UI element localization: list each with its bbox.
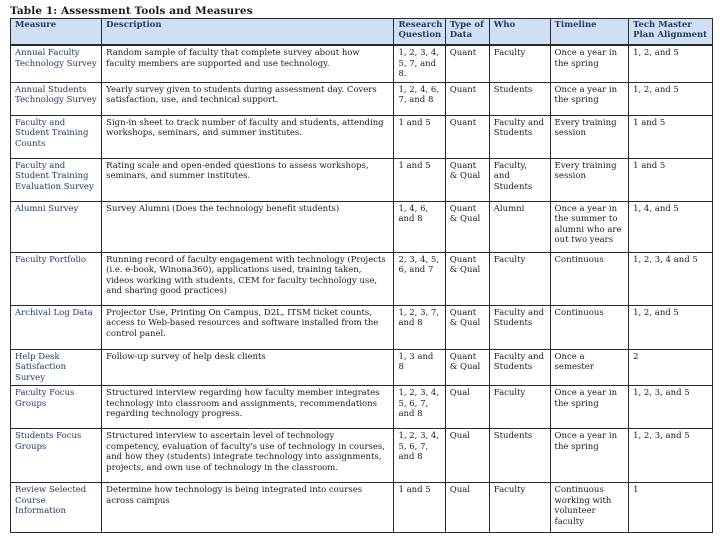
cell-description: Sign-in sheet to track number of faculty and students, attending workshops, seminars, and summer institutes.	[102, 115, 394, 158]
cell-measure: Archival Log Data	[11, 305, 102, 349]
cell-timeline: Once a year in the spring	[550, 429, 629, 483]
cell-research-question: 1, 2, 4, 6, 7, and 8	[394, 82, 445, 115]
cell-description: Running record of faculty engagement with technology (Projects (i.e. e-book, Winona360), applications used, training taken, videos working with students, CEM for faculty technology use, and sharing good practices)	[102, 252, 394, 305]
cell-who: Alumni	[489, 201, 550, 252]
cell-description: Structured interview regarding how faculty member integrates technology into classroom and assignments, recommendations regarding technology progress.	[102, 386, 394, 429]
header-row	[11, 19, 713, 46]
cell-who: Faculty	[489, 386, 550, 429]
cell-who: Faculty and Students	[489, 115, 550, 158]
cell-type: Quant	[445, 115, 489, 158]
table-row	[11, 252, 713, 305]
cell-tech: 1, 2, 3, 4 and 5	[629, 252, 713, 305]
table-caption: Table 1: Assessment Tools and Measures	[10, 5, 253, 17]
cell-measure: Annual Students Technology Survey	[11, 82, 102, 115]
table-row	[11, 201, 713, 252]
table-row	[11, 82, 713, 115]
assessment-table	[10, 18, 713, 533]
cell-tech: 1, 2, and 5	[629, 82, 713, 115]
cell-who: Faculty, and Students	[489, 158, 550, 201]
cell-timeline: Continuous	[550, 252, 629, 305]
cell-research-question: 1, 2, 3, 4, 5, 7, and 8.	[394, 45, 445, 82]
table-row	[11, 158, 713, 201]
cell-tech: 1, 2, and 5	[629, 305, 713, 349]
cell-research-question: 1, 2, 3, 4, 5, 6, 7, and 8	[394, 386, 445, 429]
cell-research-question: 1 and 5	[394, 483, 445, 533]
cell-tech: 1, 2, 3, and 5	[629, 386, 713, 429]
cell-tech: 1, 4, and 5	[629, 201, 713, 252]
cell-timeline: Continuous working with volunteer faculty	[550, 483, 629, 533]
table-row	[11, 115, 713, 158]
cell-type: Qual	[445, 386, 489, 429]
cell-research-question: 1 and 5	[394, 115, 445, 158]
cell-measure: Annual Faculty Technology Survey	[11, 45, 102, 82]
cell-measure: Faculty Focus Groups	[11, 386, 102, 429]
table-row	[11, 483, 713, 533]
col-header-description: Description	[102, 19, 394, 46]
cell-type: Quant	[445, 82, 489, 115]
cell-timeline: Once a year in the summer to alumni who are out two years	[550, 201, 629, 252]
cell-measure: Faculty and Student Training Evaluation Survey	[11, 158, 102, 201]
cell-measure: Faculty Portfolio	[11, 252, 102, 305]
cell-timeline: Every training session	[550, 158, 629, 201]
cell-description: Random sample of faculty that complete survey about how faculty members are supported and use technology.	[102, 45, 394, 82]
col-header-measure: Measure	[11, 19, 102, 46]
cell-type: Qual	[445, 483, 489, 533]
table-row	[11, 45, 713, 82]
cell-type: Quant & Qual	[445, 305, 489, 349]
cell-type: Quant & Qual	[445, 252, 489, 305]
cell-type: Quant	[445, 45, 489, 82]
cell-type: Quant & Qual	[445, 158, 489, 201]
cell-description: Projector Use, Printing On Campus, D2L, ITSM ticket counts, access to Web-based resources and software installed from the control panel.	[102, 305, 394, 349]
cell-research-question: 2, 3, 4, 5, 6, and 7	[394, 252, 445, 305]
cell-tech: 1	[629, 483, 713, 533]
cell-tech: 1 and 5	[629, 115, 713, 158]
cell-who: Students	[489, 82, 550, 115]
cell-research-question: 1, 2, 3, 7, and 8	[394, 305, 445, 349]
cell-type: Qual	[445, 429, 489, 483]
cell-description: Rating scale and open-ended questions to assess workshops, seminars, and summer institutes.	[102, 158, 394, 201]
cell-who: Students	[489, 429, 550, 483]
col-header-who: Who	[489, 19, 550, 46]
cell-research-question: 1, 3 and 8	[394, 349, 445, 386]
cell-measure: Help Desk Satisfaction Survey	[11, 349, 102, 386]
cell-research-question: 1, 4, 6, and 8	[394, 201, 445, 252]
col-header-tech-alignment: Tech Master Plan Alignment	[629, 19, 713, 46]
cell-type: Quant & Qual	[445, 349, 489, 386]
table-row	[11, 429, 713, 483]
cell-type: Quant & Qual	[445, 201, 489, 252]
cell-research-question: 1, 2, 3, 4, 5, 6, 7, and 8	[394, 429, 445, 483]
cell-tech: 1, 2, 3, and 5	[629, 429, 713, 483]
col-header-research-question: Research Question	[394, 19, 445, 46]
table-row	[11, 349, 713, 386]
cell-who: Faculty	[489, 483, 550, 533]
cell-who: Faculty	[489, 45, 550, 82]
cell-description: Yearly survey given to students during assessment day. Covers satisfaction, use, and technical support.	[102, 82, 394, 115]
cell-description: Follow-up survey of help desk clients	[102, 349, 394, 386]
col-header-type-of-data: Type of Data	[445, 19, 489, 46]
cell-timeline: Once a semester	[550, 349, 629, 386]
cell-measure: Faculty and Student Training Counts	[11, 115, 102, 158]
cell-description: Structured interview to ascertain level of technology competency, evaluation of faculty's use of technology in courses, and how they (students) integrate technology into assignments, projects, and own use of technology in the classroom.	[102, 429, 394, 483]
cell-measure: Students Focus Groups	[11, 429, 102, 483]
cell-measure: Review Selected Course Information	[11, 483, 102, 533]
table-row	[11, 386, 713, 429]
cell-description: Determine how technology is being integrated into courses across campus	[102, 483, 394, 533]
cell-timeline: Continuous	[550, 305, 629, 349]
cell-timeline: Once a year in the spring	[550, 45, 629, 82]
cell-measure: Alumni Survey	[11, 201, 102, 252]
cell-tech: 2	[629, 349, 713, 386]
cell-research-question: 1 and 5	[394, 158, 445, 201]
cell-timeline: Once a year in the spring	[550, 386, 629, 429]
col-header-timeline: Timeline	[550, 19, 629, 46]
cell-description: Survey Alumni (Does the technology benefit students)	[102, 201, 394, 252]
table-row	[11, 305, 713, 349]
cell-tech: 1, 2, and 5	[629, 45, 713, 82]
cell-who: Faculty	[489, 252, 550, 305]
cell-timeline: Once a year in the spring	[550, 82, 629, 115]
cell-timeline: Every training session	[550, 115, 629, 158]
cell-tech: 1 and 5	[629, 158, 713, 201]
cell-who: Faculty and Students	[489, 305, 550, 349]
cell-who: Faculty and Students	[489, 349, 550, 386]
